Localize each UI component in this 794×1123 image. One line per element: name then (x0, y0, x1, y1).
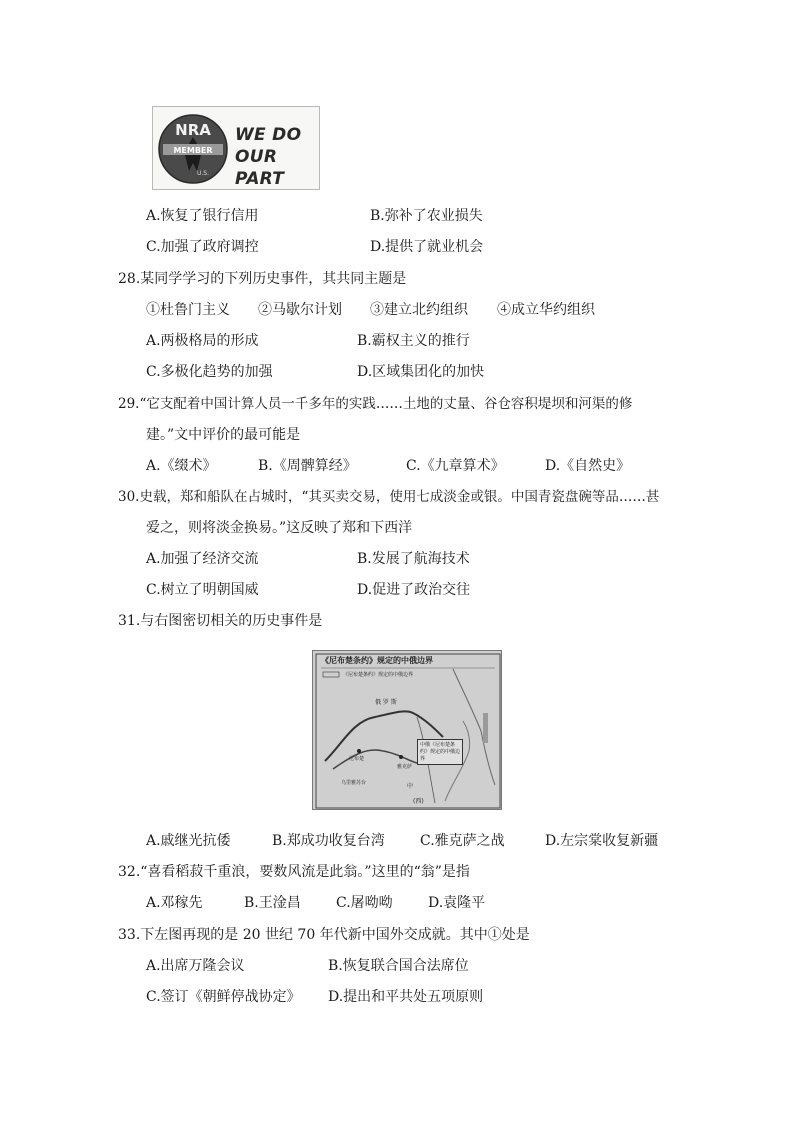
q29-stem-line1: 29.“它支配着中国计算人员一千多年的实践……土地的丈量、谷仓容积堤坝和河渠的修 (118, 396, 633, 412)
q27-option-c: C.加强了政府调控 (146, 239, 259, 255)
q27-option-b: B.弥补了农业损失 (370, 208, 483, 224)
map-title: 《尼布楚条约》规定的中俄边界 (321, 656, 433, 665)
q28-event-4: ④成立华约组织 (497, 302, 595, 318)
q29-option-d: D.《自然史》 (545, 458, 631, 474)
nra-slogan: WE DO OUR PART (235, 125, 302, 189)
q33-option-a: A.出席万隆会议 (146, 958, 245, 974)
q31-option-b: B.郑成功收复台湾 (272, 833, 385, 849)
map-label-uliastai: 乌里雅苏台 (341, 780, 367, 786)
q28-option-d: D.区域集团化的加快 (357, 364, 485, 380)
q28-stem: 28.某同学学习的下列历史事件，其共同主题是 (118, 271, 407, 287)
q33-stem: 33.下左图再现的是 20 世纪 70 年代新中国外交成就。其中①处是 (118, 927, 530, 943)
q30-option-b: B.发展了航海技术 (357, 551, 470, 567)
map-label-albazin: 雅克萨 (397, 764, 413, 770)
q27-option-d: D.提供了就业机会 (370, 239, 484, 255)
q30-option-c: C.树立了明朝国威 (146, 582, 259, 598)
treaty-map-image (312, 650, 502, 810)
nra-badge-image (152, 106, 320, 190)
q30-option-d: D.促进了政治交往 (357, 582, 471, 598)
q29-option-b: B.《周髀算经》 (258, 458, 357, 474)
q32-stem: 32.“喜看稻菽千重浪，要数风流是此翁。”这里的“翁”是指 (118, 864, 470, 880)
map-label-nerchinsk: 尼布楚 (349, 756, 365, 762)
map-label-xi: (西) (413, 798, 424, 805)
q29-option-a: A.《缀术》 (146, 458, 217, 474)
emblem-us-text: U.S. (196, 170, 210, 177)
q31-option-a: A.戚继光抗倭 (146, 833, 231, 849)
q33-option-b: B.恢复联合国合法席位 (328, 958, 469, 974)
q31-option-d: D.左宗棠收复新疆 (545, 833, 659, 849)
emblem-nra-text: NRA (175, 121, 211, 139)
map-legend: 《尼布楚条约》规定的中俄边界 (343, 672, 414, 678)
q32-option-b: B.王淦昌 (244, 895, 301, 911)
q28-option-c: C.多极化趋势的加强 (146, 364, 273, 380)
q30-option-a: A.加强了经济交流 (146, 551, 259, 567)
q31-stem: 31.与右图密切相关的历史事件是 (118, 613, 323, 629)
q30-stem-line1: 30.史载，郑和船队在占城时，“其买卖交易，使用七成淡金或银。中国青瓷盘碗等品……甚 (118, 489, 660, 505)
map-label-china: 中 (407, 783, 414, 790)
emblem-member-text: MEMBER (173, 146, 213, 155)
q28-option-b: B.霸权主义的推行 (357, 333, 470, 349)
q29-option-c: C.《九章算术》 (406, 458, 505, 474)
q28-option-a: A.两极格局的形成 (146, 333, 259, 349)
q28-event-1: ①杜鲁门主义 (146, 302, 230, 318)
map-label-russia: 俄 罗 斯 (375, 699, 397, 706)
q27-option-a: A.恢复了银行信用 (146, 208, 259, 224)
q33-option-d: D.提出和平共处五项原则 (328, 989, 484, 1005)
q28-event-2: ②马歇尔计划 (258, 302, 342, 318)
q29-stem-line2: 建。”文中评价的最可能是 (146, 427, 301, 443)
q30-stem-line2: 爱之，则将淡金换易。”这反映了郑和下西洋 (146, 520, 413, 536)
map-callout: 中俄《尼布楚条约》规定的中俄边界 (417, 739, 463, 765)
q28-event-3: ③建立北约组织 (370, 302, 468, 318)
q32-option-a: A.邓稼先 (146, 895, 203, 911)
q33-option-c: C.签订《朝鲜停战协定》 (146, 989, 301, 1005)
q32-option-d: D.袁隆平 (428, 895, 486, 911)
q31-option-c: C.雅克萨之战 (420, 833, 505, 849)
q32-option-c: C.屠呦呦 (336, 895, 393, 911)
blue-eagle-emblem-icon (157, 113, 229, 185)
